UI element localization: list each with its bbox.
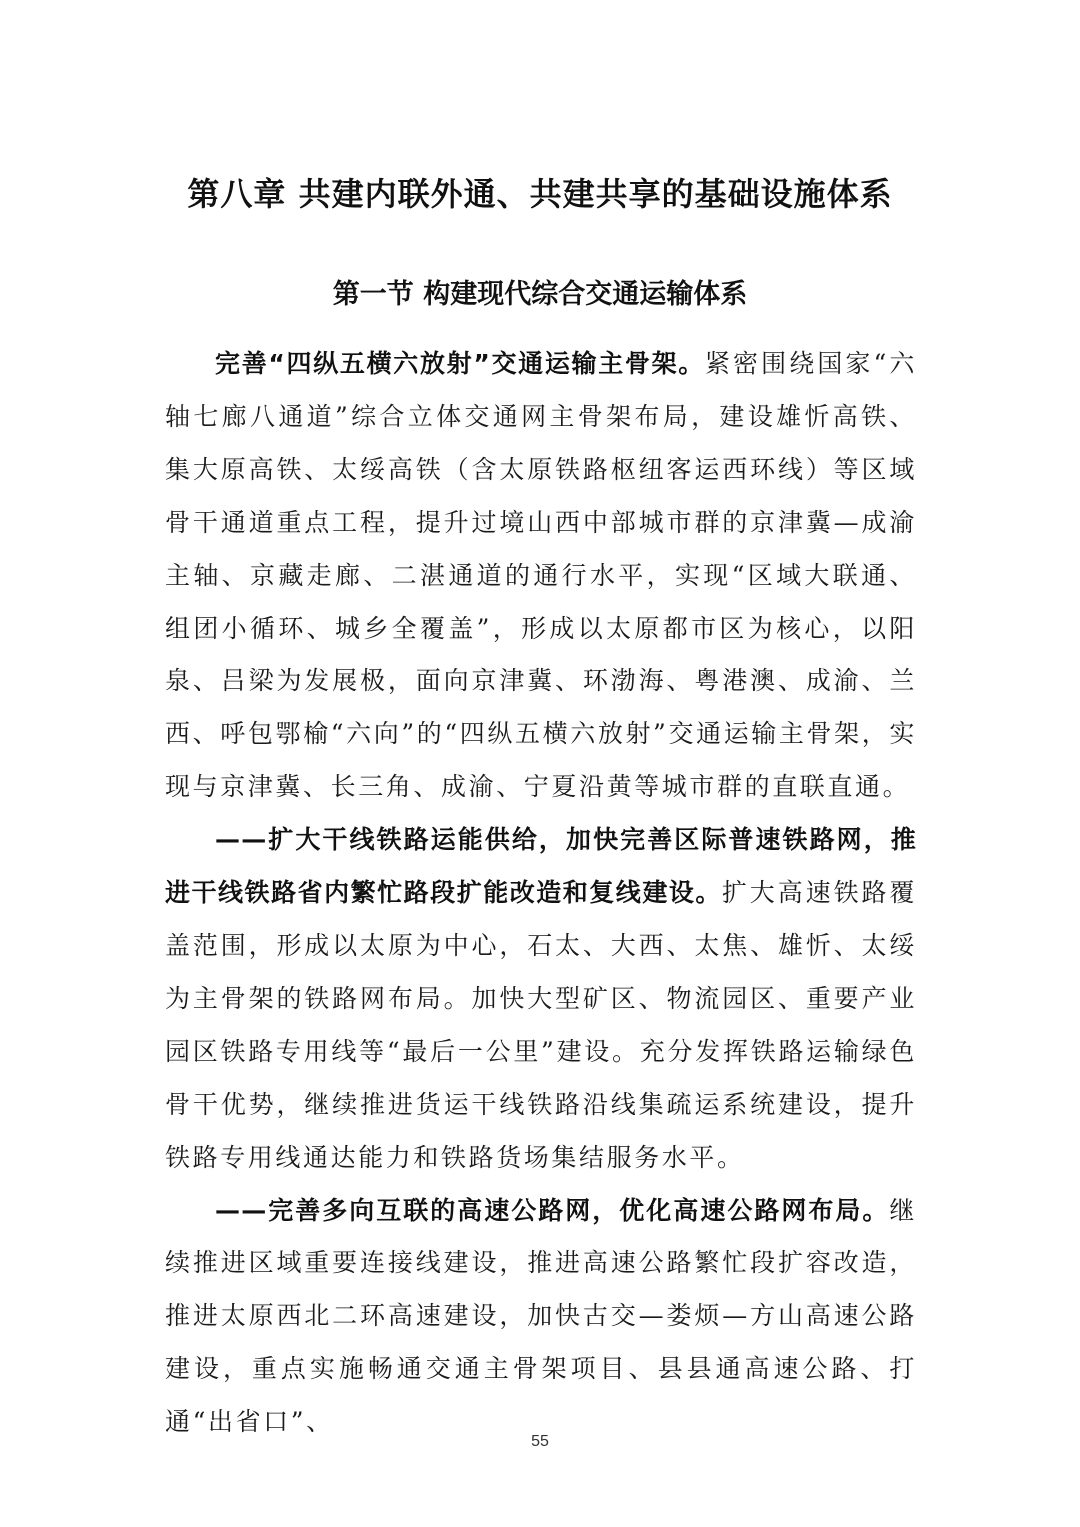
section-title: 第一节 构建现代综合交通运输体系	[332, 279, 748, 310]
paragraph-lead: ——扩大干线铁路运能供给，加快完善区际普速铁路网，推进干线铁路省内繁忙路段扩能改造和复线建设。	[165, 825, 917, 908]
paragraph-main-framework	[165, 338, 917, 814]
paragraph-railway	[165, 814, 917, 1184]
body-text	[165, 338, 917, 1449]
paragraph-lead: ——完善多向互联的高速公路网，优化高速公路网布局。	[215, 1195, 890, 1225]
page-number: 55	[531, 1433, 549, 1450]
chapter-title: 第八章 共建内联外通、共建共享的基础设施体系	[187, 175, 893, 213]
paragraph-text: 扩大高速铁路覆盖范围，形成以太原为中心，石太、大西、太焦、雄忻、太绥为主骨架的铁路网布局。加快大型矿区、物流园区、重要产业园区铁路专用线等“最后一公里”建设。充分发挥铁路运输绿色骨干优势，继续推进货运干线铁路沿线集疏运系统建设，提升铁路专用线通达能力和铁路货场集结服务水平。	[165, 878, 918, 1172]
paragraph-highway	[165, 1185, 917, 1450]
paragraph-text: 紧密围绕国家“六轴七廊八通道”综合立体交通网主骨架布局，建设雄忻高铁、集大原高铁、太绥高铁（含太原铁路枢纽客运西环线）等区域骨干通道重点工程，提升过境山西中部城市群的京津冀—成渝主轴、京藏走廊、二湛通道的通行水平，实现“区域大联通、组团小循环、城乡全覆盖”，形成以太原都市区为核心，以阳泉、吕梁为发展极，面向京津冀、环渤海、粤港澳、成渝、兰西、呼包鄂榆“六向”的“四纵五横六放射”交通运输主骨架，实现与京津冀、长三角、成渝、宁夏沿黄等城市群的直联直通。	[165, 349, 917, 802]
paragraph-lead: 完善“四纵五横六放射”交通运输主骨架。	[215, 349, 705, 378]
paragraph-text: 继续推进区域重要连接线建设，推进高速公路繁忙段扩容改造，推进太原西北二环高速建设，加快古交—娄烦—方山高速公路建设，重点实施畅通交通主骨架项目、县县通高速公路、打通“出省口”、	[165, 1195, 917, 1437]
